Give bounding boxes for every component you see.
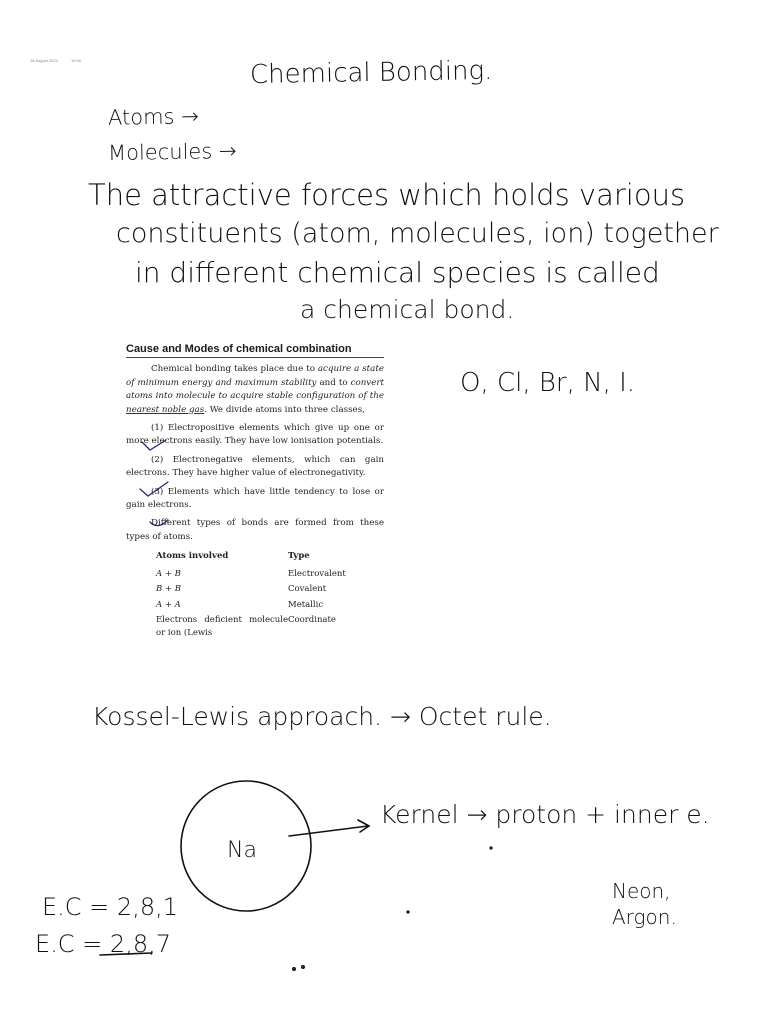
table-cell: Electrovalent bbox=[288, 568, 346, 579]
note-ec-sodium: E.C = 2,8,1 bbox=[42, 893, 178, 921]
table-row bbox=[156, 582, 376, 597]
excerpt-class-2: (2) Electronegative elements, which can gain electrons. They have higher value of electronegativity. bbox=[126, 454, 384, 479]
table-row bbox=[156, 613, 376, 642]
atom-label-na: Na bbox=[227, 838, 257, 863]
table-header: Type bbox=[288, 551, 310, 562]
table-cell: A + B bbox=[156, 568, 181, 579]
note-time: 19:00 bbox=[70, 58, 81, 63]
table-cell: B + B bbox=[156, 584, 182, 595]
kernel-arrow-head bbox=[358, 820, 369, 832]
excerpt-bonds-intro: Different types of bonds are formed from these types of atoms. bbox=[126, 518, 384, 542]
pen-dot bbox=[490, 847, 492, 849]
note-kernel: Kernel → proton + inner e. bbox=[380, 800, 710, 829]
noble-gas-underline: nearest noble gas bbox=[126, 404, 205, 415]
table-cell: Covalent bbox=[288, 584, 327, 595]
pen-dot bbox=[302, 966, 304, 968]
note-noble-gases: Neon, Argon. bbox=[612, 879, 677, 929]
table-header-row bbox=[156, 549, 376, 566]
definition-line-1: The attractive forces which holds various bbox=[88, 178, 686, 212]
definition-line-2: constituents (atom, molecules, ion) together bbox=[116, 218, 719, 249]
note-date: 28 August 2024 bbox=[30, 58, 58, 63]
bond-type-table bbox=[156, 549, 376, 641]
page-title: Chemical Bonding. bbox=[249, 55, 493, 91]
note-atoms: Atoms → bbox=[107, 104, 199, 130]
table-row bbox=[156, 598, 376, 613]
table-cell: Metallic bbox=[288, 599, 324, 610]
table-cell: Coordinate bbox=[288, 614, 336, 625]
pen-dot bbox=[293, 968, 295, 970]
excerpt-class-3: (3) Elements which have little tendency to lose or gain electrons. bbox=[126, 486, 384, 511]
table-row bbox=[156, 567, 376, 582]
note-ec-chlorine: E.C = 2,8,7 bbox=[35, 930, 171, 958]
note-molecules: Molecules → bbox=[107, 138, 237, 166]
table-cell: A + A bbox=[156, 599, 181, 610]
excerpt-intro: Chemical bonding takes place due to acquire a state of minimum energy and maximum stability and to convert atoms into molecule to acquire stable configuration of the nearest noble gas. We divide atoms into three classes, bbox=[126, 364, 384, 415]
table-header: Atoms involved bbox=[156, 551, 229, 562]
kernel-arrow bbox=[289, 826, 368, 836]
definition-line-4: a chemical bond. bbox=[300, 295, 515, 324]
table-cell: Electrons deficient molecule or ion (Lewis bbox=[156, 614, 288, 639]
excerpt-class-1: (1) Electropositive elements which give up one or more electrons easily. They have low ionisation potentials. bbox=[126, 423, 384, 447]
note-elements: O, Cl, Br, N, I. bbox=[460, 368, 636, 398]
note-kossel-lewis: Kossel-Lewis approach. → Octet rule. bbox=[92, 702, 552, 731]
excerpt-heading: Cause and Modes of chemical combination bbox=[126, 343, 384, 358]
definition-line-3: in different chemical species is called bbox=[135, 256, 660, 289]
pen-dot bbox=[407, 911, 409, 913]
note-timestamp bbox=[30, 58, 81, 63]
textbook-excerpt bbox=[126, 343, 384, 681]
